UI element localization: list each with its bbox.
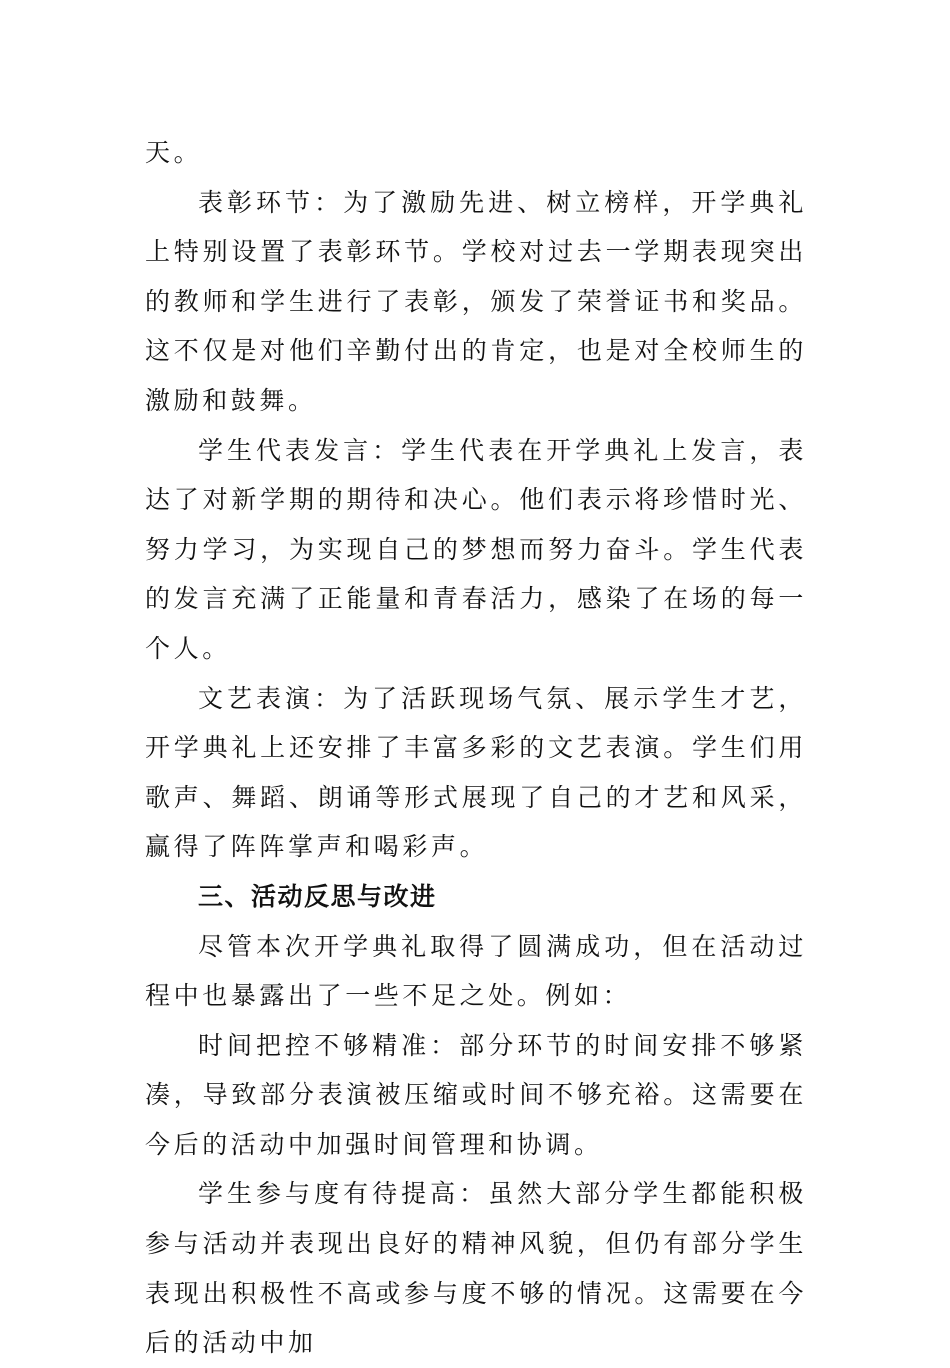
document-body bbox=[145, 128, 807, 1368]
paragraph-time-control: 时间把控不够精准：部分环节的时间安排不够紧凑，导致部分表演被压缩或时间不够充裕。这需要在今后的活动中加强时间管理和协调。 bbox=[145, 1030, 807, 1159]
paragraph-art-performance: 文艺表演：为了活跃现场气氛、展示学生才艺，开学典礼上还安排了丰富多彩的文艺表演。学生们用歌声、舞蹈、朗诵等形式展现了自己的才艺和风采，赢得了阵阵掌声和喝彩声。 bbox=[145, 683, 807, 862]
paragraph-reflection-intro: 尽管本次开学典礼取得了圆满成功，但在活动过程中也暴露出了一些不足之处。例如： bbox=[145, 931, 807, 1011]
section-heading-reflection: 三、活动反思与改进 bbox=[198, 881, 437, 911]
paragraph-participation: 学生参与度有待提高：虽然大部分学生都能积极参与活动并表现出良好的精神风貌，但仍有部分学生表现出积极性不高或参与度不够的情况。这需要在今后的活动中加 bbox=[145, 1179, 807, 1358]
paragraph-student-speech: 学生代表发言：学生代表在开学典礼上发言，表达了对新学期的期待和决心。他们表示将珍惜时光、努力学习，为实现自己的梦想而努力奋斗。学生代表的发言充满了正能量和青春活力，感染了在场的每一个人。 bbox=[145, 435, 807, 663]
paragraph-commendation: 表彰环节：为了激励先进、树立榜样，开学典礼上特别设置了表彰环节。学校对过去一学期表现突出的教师和学生进行了表彰，颁发了荣誉证书和奖品。这不仅是对他们辛勤付出的肯定，也是对全校师生的激励和鼓舞。 bbox=[145, 187, 807, 415]
paragraph-continuation: 天。 bbox=[145, 138, 203, 167]
